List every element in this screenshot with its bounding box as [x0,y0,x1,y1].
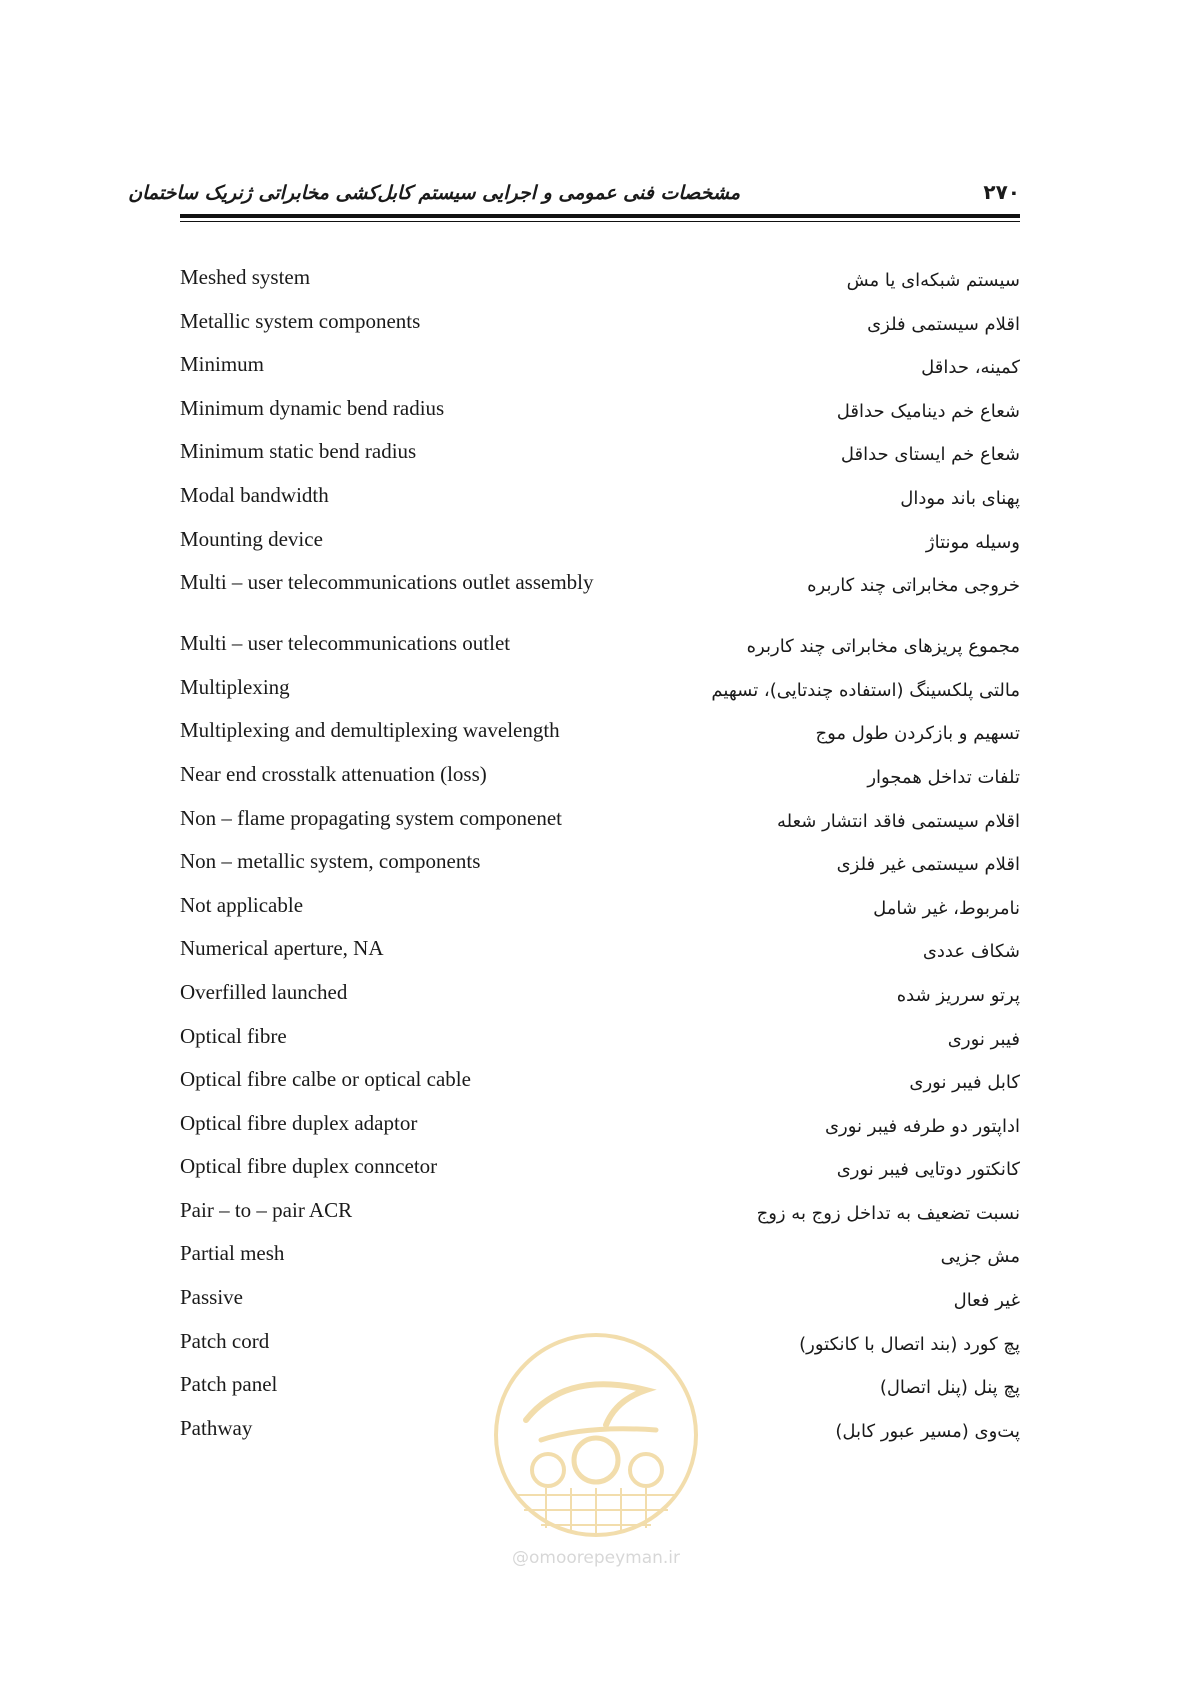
glossary-row [180,1234,1020,1278]
glossary-row [180,345,1020,389]
glossary-row [180,755,1020,799]
persian-term: مجموع پریزهای مخابراتی چند کاربره [746,636,1020,658]
english-term: Minimum dynamic bend radius [180,395,445,420]
glossary-row [180,302,1020,346]
english-term: Near end crosstalk attenuation (loss) [180,761,487,786]
english-term: Pair – to – pair ACR [180,1197,353,1222]
english-term: Metallic system components [180,308,421,333]
english-term: Minimum [180,352,265,377]
persian-term: اقلام سیستمی فلزی [867,313,1020,335]
persian-term: نامربوط، غیر شامل [873,897,1020,919]
english-term: Multiplexing and demultiplexing wavelength [180,718,560,743]
persian-term: شعاع خم دینامیک حداقل [836,400,1020,422]
english-term: Optical fibre duplex adaptor [180,1110,418,1135]
persian-term: مالتی پلکسینگ (استفاده چندتایی)، تسهیم [711,679,1020,701]
english-term: Optical fibre [180,1023,287,1048]
persian-term: پت‌وی (مسیر عبور کابل) [835,1420,1020,1442]
page-header [128,176,1020,216]
persian-term: اقلام سیستمی فاقد انتشار شعله [777,810,1020,832]
persian-term: وسیله مونتاژ [925,531,1020,553]
persian-term: خروجی مخابراتی چند کاربره [807,575,1020,597]
persian-term: شعاع خم ایستای حداقل [840,444,1020,466]
persian-term: پچ پنل (پنل اتصال) [879,1377,1020,1399]
glossary-row [180,1104,1020,1148]
english-term: Optical fibre calbe or optical cable [180,1067,471,1092]
persian-term: کمینه، حداقل [921,357,1020,379]
glossary-row [180,432,1020,476]
glossary-row [180,1060,1020,1104]
page-number: ۲۷۰ [983,180,1020,204]
glossary-row [180,886,1020,930]
glossary-row [180,1017,1020,1061]
persian-term: پچ کورد (بند اتصال با کانکتور) [799,1333,1020,1355]
persian-term: اداپتور دو طرفه فیبر نوری [824,1115,1020,1137]
header-rule-thick [180,214,1020,218]
glossary-row [180,389,1020,433]
persian-term: غیر فعال [953,1290,1020,1312]
english-term: Non – metallic system, components [180,849,481,874]
glossary-row [180,1191,1020,1235]
persian-term: فیبر نوری [947,1028,1020,1050]
persian-term: پهنای باند مودال [900,487,1020,509]
english-term: Multiplexing [180,674,290,699]
english-term: Multi – user telecommunications outlet assembly [180,570,594,595]
glossary-row [180,1278,1020,1322]
glossary-row [180,668,1020,712]
glossary-row [180,563,1020,624]
persian-term: اقلام سیستمی غیر فلزی [836,854,1020,876]
english-term: Partial mesh [180,1241,285,1266]
english-term: Not applicable [180,892,304,917]
glossary-row [180,1147,1020,1191]
english-term: Passive [180,1285,243,1310]
glossary-row [180,624,1020,668]
glossary-row [180,258,1020,302]
persian-term: شکاف عددی [922,941,1020,963]
english-term: Patch panel [180,1372,278,1397]
glossary-row [180,799,1020,843]
english-term: Multi – user telecommunications outlet [180,631,511,656]
english-term: Meshed system [180,265,311,289]
watermark-seal-icon [486,1330,706,1550]
watermark-logo [486,1330,706,1570]
glossary-list [180,258,1020,1452]
watermark-text: @omoorepeyman.ir [511,1548,681,1568]
glossary-row [180,520,1020,564]
english-term: Pathway [180,1415,253,1440]
english-term: Numerical aperture, NA [180,936,384,961]
persian-term: پرتو سرریز شده [896,984,1020,1006]
english-term: Minimum static bend radius [180,439,417,464]
english-term: Non – flame propagating system componenet [180,805,562,830]
persian-term: کابل فیبر نوری [909,1072,1020,1094]
english-term: Modal bandwidth [180,482,329,507]
glossary-row [180,711,1020,755]
glossary-row [180,973,1020,1017]
running-header-title: مشخصات فنی عمومی و اجرایی سیستم کابل‌کشی مخابراتی ژنریک ساختمان [128,182,740,204]
glossary-row [180,842,1020,886]
persian-term: کانکتور دوتایی فیبر نوری [836,1159,1020,1181]
persian-term: تسهیم و بازکردن طول موج [815,723,1020,745]
english-term: Patch cord [180,1328,270,1353]
persian-term: سیستم شبکه‌ای یا مش [846,270,1020,291]
header-rule-thin [180,221,1020,222]
persian-term: مش جزیی [940,1246,1020,1268]
english-term: Mounting device [180,526,323,551]
persian-term: تلفات تداخل همجوار [867,766,1020,788]
glossary-row [180,476,1020,520]
persian-term: نسبت تضعیف به تداخل زوج به زوج [756,1202,1020,1224]
english-term: Optical fibre duplex conncetor [180,1154,438,1179]
glossary-row [180,929,1020,973]
english-term: Overfilled launched [180,979,348,1004]
